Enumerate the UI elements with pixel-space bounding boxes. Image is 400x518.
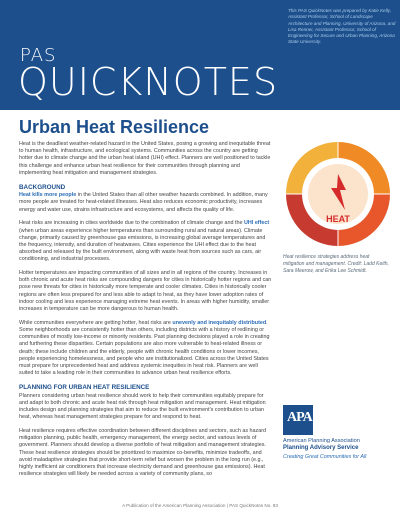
planning-paragraph-2: Heat resilience requires effective coordination between different disciplines and sectors, such as hazard mitigation planning, public health, emergency management, the energy sector, and various levels of government. Planners should develop a diverse portfolio of heat mitigation and management strategies. These heat resilience strategies should be prioritized to maximize co-benefits, minimize tradeoffs, and avoid maladaptive strategies that provide short-term relief but worsen the problem in the long run (e.g., highly inefficient air conditioners that increase electricity demand and greenhouse gas emissions). Heat resilience strategies will likely be needed across a variety of community plans, so [19, 427, 267, 478]
background-heading: BACKGROUND [19, 183, 66, 191]
intro-paragraph: Heat is the deadliest weather-related hazard in the United States, posing a growing and inequitable threat to human health, infrastructure, and ecological systems. Communities across the country are getting hotter due to climate change and the urban heat island (UHI) effect. Planners are well positioned to tackle this challenge and enhance urban heat resilience for their communities through planning and implementing heat mitigation and management strategies. [19, 141, 271, 176]
background-paragraph-3: Hotter temperatures are impacting communities of all sizes and in all regions of the country. Increases in both chronic and acute heat risks are compounding dangers for cities in historically hotter regions and can pose new threats for cities in historically more temperate and cooler climates. Cities in historically cooler regions are often less prepared for and less able to adapt to heat, as they have lower adoption rates of indoor cooling and less experience managing extreme heat events. In areas with higher humidity, smaller increases in temperature can be more dangerous to human health. [19, 270, 272, 313]
footer-text: A Publication of the American Planning Association | PAS QuickNotes No. 93 [122, 503, 278, 508]
apa-service: Planning Advisory Service [283, 445, 359, 451]
publication-name: QUICKNOTES [18, 60, 279, 104]
apa-name: American Planning Association [283, 438, 360, 444]
background-paragraph-1: Heat kills more people in the United States than all other weather hazards combined. In addition, many more people are treated for heat-related illnesses. Heat also reduces economic productivity, increases energy and water use, strains infrastructure and ecosystems, and affects the quality of life. [19, 192, 268, 213]
apa-tagline: Creating Great Communities for All [283, 454, 367, 460]
planning-paragraph-1: Planners considering urban heat resilience should work to help their communities equitably prepare for and adapt to both chronic and acute heat risk through heat mitigation and management. Heat mitigation includes design and planning strategies that aim to reduce the built environment's contribution to urban heat, whereas heat management strategies prepare for and respond to heat. [19, 392, 266, 421]
heat-label: HEAT [326, 214, 350, 224]
heat-kills-link[interactable]: Heat kills more people [19, 192, 77, 199]
apa-logo: APA [283, 405, 313, 435]
masthead [0, 0, 400, 110]
inequity-link[interactable]: unevenly and inequitably distributed [172, 319, 267, 326]
series-label: PAS [20, 45, 57, 66]
figure-caption: Heat resilience strategies address heat mitigation and management. Credit: Ladd Keith, Sara Meerow, and Erika Lee Schmidt. [283, 254, 389, 274]
author-credit: This PAS QuickNotes was prepared by Katie Kelly, Assistant Professor, School of Landscape Architecture and Planning, University of Arizona, and Lisa Renner, Assistant Professor, School of Engineering for Secure and Urban Planning, Arizona State University. [288, 8, 396, 45]
heat-wheel-icon [283, 138, 393, 250]
heat-resilience-graphic [283, 138, 393, 255]
background-paragraph-2: Heat risks are increasing in cities worldwide due to the combination of climate change and the UHI effect (when urban areas experience higher temperatures than surrounding rural and natural areas). Climate change, primarily caused by greenhouse gas emissions, is increasing global average temperatures and the frequency, intensity, and duration of heatwaves. Cities experience the UHI effect due to the heat absorbed and released by the built environment, along with waste heat from sources such as cars, air conditioning, and industrial processes. [19, 220, 270, 263]
uhi-effect-link[interactable]: UHI effect [244, 220, 270, 227]
main-column [19, 141, 272, 485]
planning-heading: PLANNING FOR URBAN HEAT RESILIENCE [19, 383, 150, 391]
page-title: Urban Heat Resilience [19, 117, 210, 137]
background-paragraph-4: While communities everywhere are getting hotter, heat risks are unevenly and inequitably distributed. Some neighborhoods are consistently hotter than others, including districts with a history of redlining or communities of mostly low-income or minority residents. Past planning decisions played a role in creating and furthering these disparities. Certain populations are also more vulnerable to heat-related illness or death; these include children and the elderly, people with chronic health conditions or lower incomes, people experiencing homelessness, and people who are institutionalized. Cities across the United States must prepare for unprecedented heat and address systemic inequities in heat risk. Planners are well suited to take a leading role in their communities to advance urban heat resilience efforts. [19, 319, 270, 377]
